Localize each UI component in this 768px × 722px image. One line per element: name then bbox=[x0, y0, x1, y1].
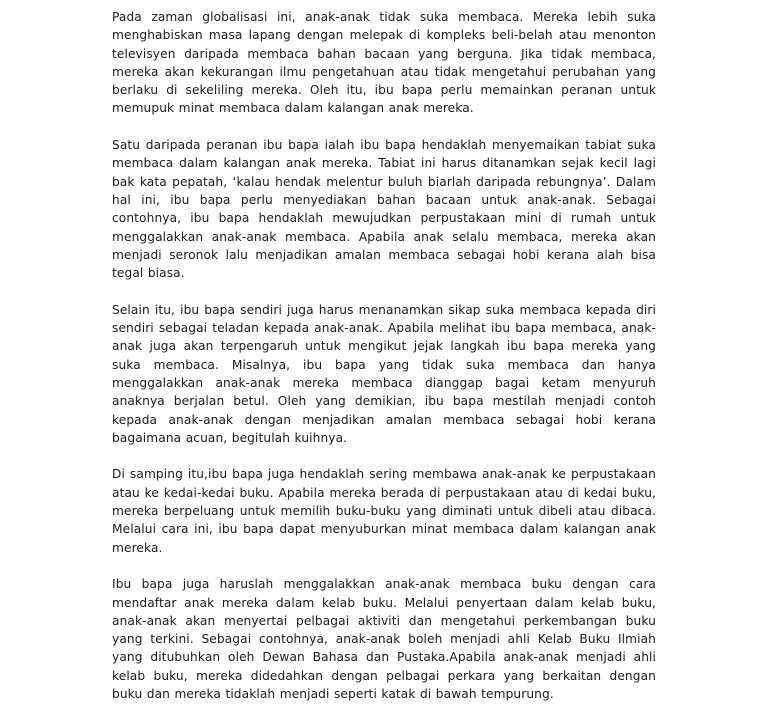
paragraph-intro: Pada zaman globalisasi ini, anak-anak tidak suka membaca. Mereka lebih suka menghabiskan masa lapang dengan melepak di kompleks beli-belah atau menonton televisyen daripada membaca bahan bacaan yang berguna. Jika tidak membaca, mereka akan kekurangan ilmu pengetahuan atau tidak mengetahui perubahan yang berlaku di sekeliling mereka. Oleh itu, ibu bapa perlu memainkan peranan untuk memupuk minat membaca dalam kalangan anak mereka. bbox=[112, 10, 656, 116]
paragraph-library-visits: Di samping itu,ibu bapa juga hendaklah sering membawa anak-anak ke perpustakaan atau ke kedai-kedai buku. Apabila mereka berada di perpustakaan atau di kedai buku, mereka berpeluang untuk memilih buku-buku yang diminati untuk dibeli atau dibaca. Melalui cara ini, ibu bapa dapat menyuburkan minat membaca dalam kalangan anak mereka. bbox=[112, 467, 656, 555]
paragraph-book-club: Ibu bapa juga haruslah menggalakkan anak-anak membaca buku dengan cara mendaftar anak mereka dalam kelab buku. Melalui penyertaan dalam kelab buku, anak-anak akan menyertai pelbagai aktiviti dan mengetahui perkembangan buku yang terkini. Sebagai contohnya, anak-anak boleh menjadi ahli Kelab Buku Ilmiah yang ditubuhkan oleh Dewan Bahasa dan Pustaka.Apabila anak-anak menjadi ahli kelab buku, mereka didedahkan dengan pelbagai perkara yang berkaitan dengan buku dan mereka tidaklah menjadi seperti katak di bawah tempurung. bbox=[112, 577, 656, 701]
paragraph-habit: Satu daripada peranan ibu bapa ialah ibu bapa hendaklah menyemaikan tabiat suka membaca dalam kalangan anak mereka. Tabiat ini harus ditanamkan sejak kecil lagi bak kata pepatah, ‘kalau hendak melentur buluh biarlah daripada rebungnya’. Dalam hal ini, ibu bapa perlu menyediakan bahan bacaan untuk anak-anak. Sebagai contohnya, ibu bapa hendaklah mewujudkan perpustakaan mini di rumah untuk menggalakkan anak-anak membaca. Apabila anak selalu membaca, mereka akan menjadi seronok lalu menjadikan amalan membaca sebagai hobi kerana alah bisa tegal biasa. bbox=[112, 138, 656, 281]
paragraph-role-model: Selain itu, ibu bapa sendiri juga harus menanamkan sikap suka membaca kepada diri sendiri sebagai teladan kepada anak-anak. Apabila melihat ibu bapa membaca, anak-anak juga akan terpengaruh untuk mengikut jejak langkah ibu bapa mereka yang suka membaca. Misalnya, ibu bapa yang tidak suka membaca dan hanya menggalakkan anak-anak mereka membaca dianggap bagai ketam menyuruh anaknya berjalan betul. Oleh yang demikian, ibu bapa mestilah menjadi contoh kepada anak-anak dengan menjadikan amalan membaca sebagai hobi kerana bagaimana acuan, begitulah kuihnya. bbox=[112, 302, 656, 445]
document-page bbox=[112, 8, 656, 722]
